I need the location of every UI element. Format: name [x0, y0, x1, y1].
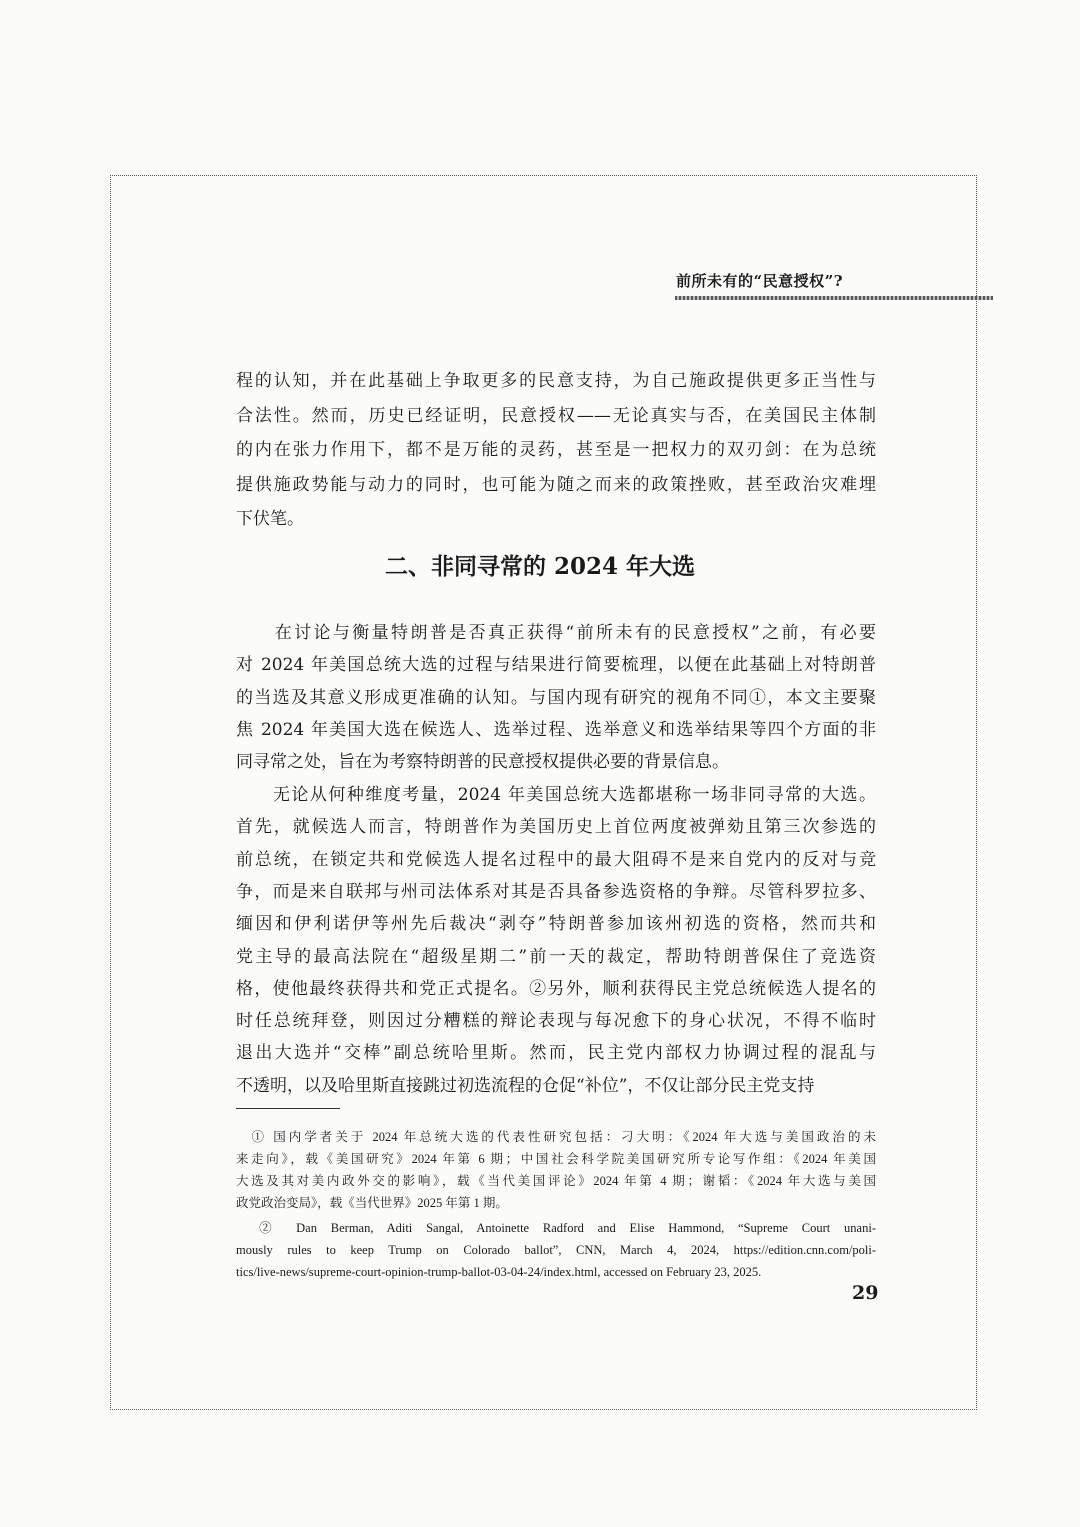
- paragraph-line: 党主导的最高法院在“超级星期二”前一天的裁定，帮助特朗普保住了竞选资: [236, 946, 876, 967]
- paragraph-line: 合法性。然而，历史已经证明，民意授权——无论真实与否，在美国民主体制: [236, 405, 876, 426]
- paragraph-line: 不透明，以及哈里斯直接跳过初选流程的仓促“补位”，不仅让部分民主党支持: [236, 1075, 815, 1096]
- footnote-line: 大选及其对美内政外交的影响》，载《当代美国评论》2024 年第 4 期；谢韬：《2024 年大选与美国: [236, 1174, 876, 1188]
- section-heading: 二、非同寻常的 2024 年大选: [384, 553, 696, 580]
- paragraph-line: 的当选及其意义形成更准确的认知。与国内现有研究的视角不同①，本文主要聚: [236, 687, 876, 708]
- paragraph-line: 提供施政势能与动力的同时，也可能为随之而来的政策挫败，甚至政治灾难埋: [236, 474, 876, 495]
- header-wavy-rule: [675, 296, 993, 300]
- paragraph-line: 前总统，在锁定共和党候选人提名过程中的最大阻碍不是来自党内的反对与竞: [236, 849, 876, 870]
- footnote-line: ① 国内学者关于 2024 年总统大选的代表性研究包括：刁大明：《2024 年大选与美国政治的未: [236, 1130, 876, 1144]
- paragraph-line: 程的认知，并在此基础上争取更多的民意支持，为自己施政提供更多正当性与: [236, 371, 876, 391]
- page-number: 29: [852, 1282, 879, 1304]
- paragraph-line: 同寻常之处，旨在为考察特朗普的民意授权提供必要的背景信息。: [236, 752, 729, 773]
- footnote-line: tics/live-news/supreme-court-opinion-trump-ballot-03-04-24/index.html, accessed on February 23, 2025.: [236, 1265, 762, 1279]
- footnote-line: mously rules to keep Trump on Colorado ballot”, CNN, March 4, 2024, https://edition.cnn.com/poli-: [236, 1243, 876, 1257]
- paragraph-line: 格，使他最终获得共和党正式提名。②另外，顺利获得民主党总统候选人提名的: [236, 978, 876, 999]
- paragraph-line: 的内在张力作用下，都不是万能的灵药，甚至是一把权力的双刃剑：在为总统: [236, 440, 876, 460]
- paragraph-line: 争，而是来自联邦与州司法体系对其是否具备参选资格的争辩。尽管科罗拉多、: [236, 881, 876, 902]
- paragraph-line: 在讨论与衡量特朗普是否真正获得“前所未有的民意授权”之前，有必要: [236, 623, 876, 643]
- paragraph-line: 无论从何种维度考量，2024 年美国总统大选都堪称一场非同寻常的大选。: [236, 785, 876, 805]
- footnote-line: ② Dan Berman, Aditi Sangal, Antoinette Radford and Elise Hammond, “Supreme Court unani-: [236, 1221, 876, 1235]
- paragraph-line: 缅因和伊利诺伊等州先后裁决“剥夺”特朗普参加该州初选的资格，然而共和: [236, 914, 876, 935]
- footnote-line: 政党政治变局》，载《当代世界》2025 年第 1 期。: [236, 1196, 508, 1210]
- paragraph-line: 焦 2024 年美国大选在候选人、选举过程、选举意义和选举结果等四个方面的非: [236, 719, 876, 740]
- paragraph-line: 下伏笔。: [236, 509, 304, 529]
- paragraph-line: 对 2024 年美国总统大选的过程与结果进行简要梳理，以便在此基础上对特朗普: [236, 655, 876, 676]
- footnote-line: 来走向》，载《美国研究》2024 年第 6 期；中国社会科学院美国研究所专论写作组：《2024 年美国: [236, 1152, 876, 1166]
- paragraph-line: 退出大选并“交棒”副总统哈里斯。然而，民主党内部权力协调过程的混乱与: [236, 1043, 876, 1064]
- paragraph-line: 首先，就候选人而言，特朗普作为美国历史上首位两度被弹劾且第三次参选的: [236, 817, 876, 838]
- footnote-rule: [236, 1108, 340, 1109]
- running-header: 前所未有的“民意授权”?: [676, 272, 844, 290]
- paragraph-line: 时任总统拜登，则因过分糟糕的辩论表现与每况愈下的身心状况，不得不临时: [236, 1011, 876, 1032]
